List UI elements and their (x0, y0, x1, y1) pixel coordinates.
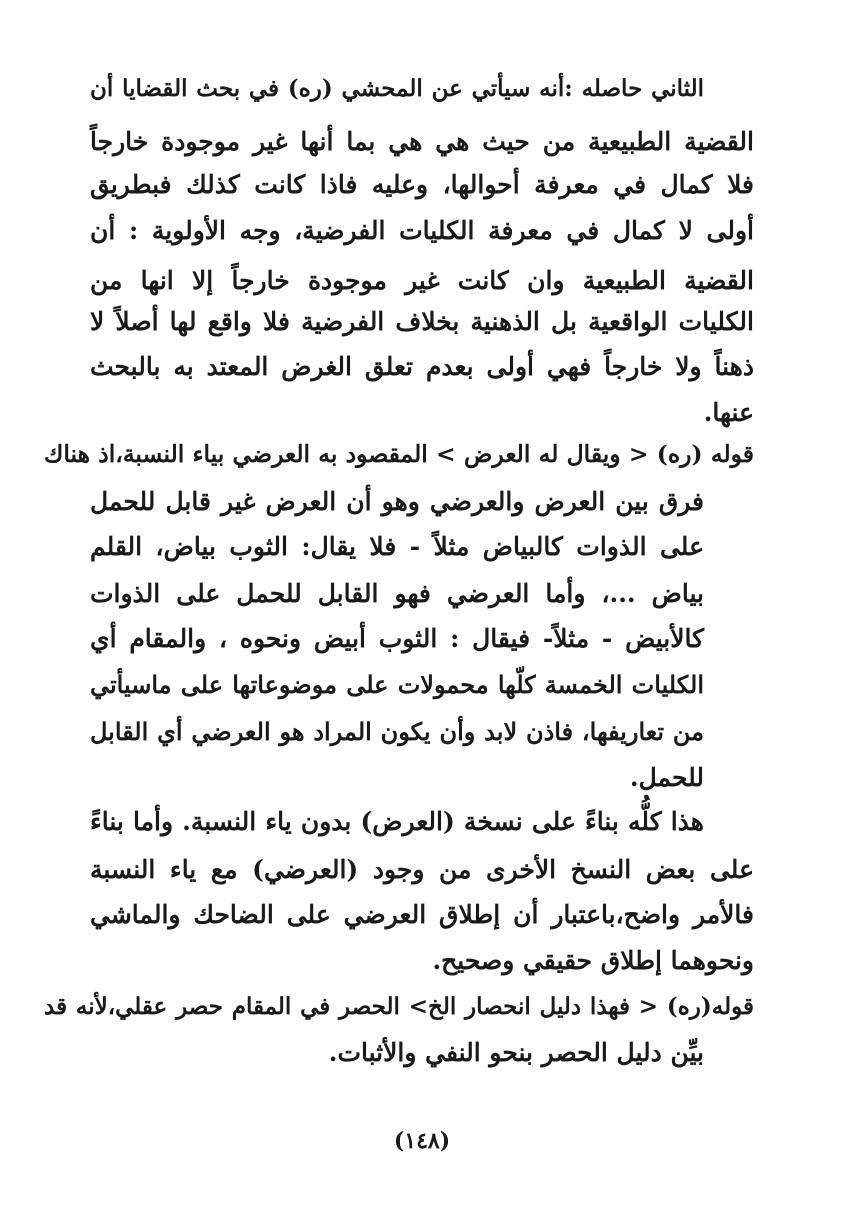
paragraph-line: على بعض النسخ الأخرى من وجود (العرضي) مع ياء النسبة (90, 855, 754, 884)
paragraph-line: عنها. (703, 398, 754, 427)
paragraph-line: أولى لا كمال في معرفة الكليات الفرضية، وجه الأولوية : أن (90, 216, 754, 245)
paragraph-line: بياض ...، وأما العرضي فهو القابل للحمل على الذوات (90, 579, 704, 608)
paragraph-line: فلا كمال في معرفة أحوالها، وعليه فاذا كانت كذلك فبطريق (90, 170, 754, 199)
paragraph-line: ذهناً ولا خارجاً فهي أولى بعدم تعلق الغرض المعتد به بالبحث (90, 352, 754, 381)
paragraph-line: الثاني حاصله :أنه سيأتي عن المحشي (ره) في بحث القضايا أن (90, 75, 704, 102)
paragraph-line: الكليات الخمسة كلّها محمولات على موضوعاتها على ماسيأتي (90, 670, 704, 699)
paragraph-line: فرق بين العرض والعرضي وهو أن العرض غير قابل للحمل (90, 487, 704, 516)
paragraph-line: فالأمر واضح،باعتبار أن إطلاق العرضي على الضاحك والماشي (90, 900, 754, 929)
paragraph-line: القضية الطبيعية وان كانت غير موجودة خارجاً إلا انها من (90, 266, 754, 295)
page-number: (١٤٨) (393, 1128, 451, 1154)
paragraph-line: كالأبيض - مثلاً- فيقال : الثوب أبيض ونحوه ، والمقام أي (90, 624, 704, 653)
paragraph-line: على الذوات كالبياض مثلاً - فلا يقال: الثوب بياض، القلم (90, 532, 704, 561)
paragraph-line: قوله(ره) < فهذا دليل انحصار الخ> الحصر في المقام حصر عقلي،لأنه قد (44, 993, 754, 1020)
paragraph-line: بيِّن دليل الحصر بنحو النفي والأثبات. (328, 1038, 704, 1067)
paragraph-line: هذا كلُّه بناءً على نسخة (العرض) بدون ياء النسبة. وأما بناءً (90, 807, 704, 836)
paragraph-line: قوله (ره) < ويقال له العرض > المقصود به العرضي بياء النسبة،اذ هناك (44, 440, 754, 468)
paragraph-line: للحمل. (629, 763, 704, 792)
paragraph-line: القضية الطبيعية من حيث هي هي بما أنها غير موجودة خارجاً (90, 127, 754, 156)
paragraph-line: من تعاريفها، فاذن لابد وأن يكون المراد هو العرضي أي القابل (90, 717, 704, 746)
paragraph-line: الكليات الواقعية بل الذهنية بخلاف الفرضية فلا واقع لها أصلاً لا (90, 307, 754, 336)
paragraph-line: ونحوهما إطلاق حقيقي وصحيح. (432, 946, 754, 975)
